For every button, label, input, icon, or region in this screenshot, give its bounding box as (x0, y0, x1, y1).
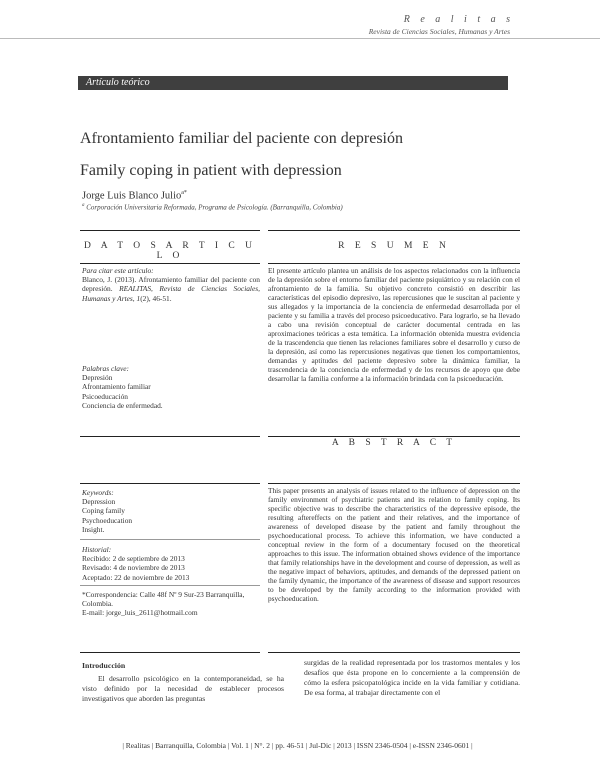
title-english: Family coping in patient with depression (80, 162, 342, 179)
intro-column-2: surgidas de la realidad representada por los trastornos mentales y los desafíos que ésta propone en lo concerniente a la comprensión de cómo la esfera psicopatológica incide en la vida familiar y cotidiana. De esa forma, al trabajar directamente con el (304, 658, 520, 697)
correspondence-email[interactable]: E-mail: jorge_luis_2611@hotmail.com (82, 608, 198, 618)
keywords-top-rule (80, 483, 260, 484)
abstract-text: This paper presents an analysis of issues related to the influence of depression on the family environment of psychiatric patients and its relation to family coping. Its specific objective was to describe the characteristics of the depressive episode, the resulting aftereffects on the patient and their relatives, and the importance of awareness of developed disease by the patient and family throughout the psychoeducational process. To achieve this information, we have conducted a conceptual review in the form of a documentary focused on the theoretical approaches to this issue. The information obtained shows evidence of the importance that family relationships have in the development and course of depression, as well as the negative impact of behaviors, aptitudes, and demands of the depressed patient on the family dynamic, the importance of the awareness of disease and support resources to be developed by the family according to the information provided with psychoeducation. (268, 486, 520, 603)
affiliation-text: Corporación Universitaria Reformada, Programa de Psicología. (Barranquilla, Colombia) (86, 203, 343, 212)
keyword-item: Afrontamiento familiar (82, 382, 151, 392)
intro-heading: Introducción (82, 661, 126, 670)
history-block (82, 545, 260, 582)
datos-bottom-rule (80, 263, 260, 264)
title-spanish: Afrontamiento familiar del paciente con depresión (80, 130, 403, 147)
datos-heading: D A T O S A R T I C U L O (84, 241, 256, 261)
abstract-heading: A B S T R A C T (331, 438, 457, 448)
history-rule (80, 539, 260, 540)
article-type-bar (78, 76, 508, 90)
article-type-label: Artículo teórico (86, 77, 150, 88)
keywords-label: Keywords: (82, 488, 114, 497)
header-rule (0, 38, 600, 39)
resumen-top-rule (268, 230, 520, 231)
keywords-block (82, 488, 260, 534)
citation-text: Blanco, J. (2013). Afrontamiento familiar del paciente con depresión. REALITAS, Revista de Ciencias Sociales, Humanas y Artes, 1(2), 46-51. (82, 275, 260, 303)
resumen-text: El presente artículo plantea un análisis de los aspectos relacionados con la influencia de la depresión sobre el entorno familiar del paciente psiquiátrico y su relación con el afrontamiento de la familia. Su objetivo concreto consistió en describir las características del episodio depresivo, las repercusiones que le suscitan al paciente y sus allegados y la importancia de la conciencia de enfermedad desarrollada por el paciente y su familia a través del proceso psicoeducativo. Para lograrlo, se ha llevado a cabo una revisión conceptual de carácter documental centrada en las aproximaciones teóricas a esta temática. La información obtenida muestra evidencia de la trascendencia que tienen las relaciones familiares sobre el desarrollo y curso de la depresión, así como las repercusiones negativas que tienen los comportamientos, demandas y aptitudes del paciente depresivo sobre la dinámica familiar, la trascendencia de la conciencia de enfermedad y de los recursos de apoyo que debe desarrollar la familia conforme a la información brindada con la psicoeducación. (268, 266, 520, 383)
correspondence-rule (80, 585, 260, 586)
keyword-item: Coping family (82, 506, 125, 516)
palabras-clave-block (82, 364, 260, 410)
history-item: Revisado: 4 de noviembre de 2013 (82, 563, 185, 573)
correspondence-address: *Correspondencia: Calle 48f Nº 9 Sur-23 Barranquilla, Colombia. (82, 590, 245, 609)
keyword-item: Insight. (82, 524, 105, 534)
history-label: Historial: (82, 545, 112, 554)
intro-column-1: El desarrollo psicológico en la contemporaneidad, se ha visto definido por la necesidad de establecer procesos investigativos que aborden las preguntas (82, 674, 284, 703)
resumen-end-rule (268, 436, 520, 437)
history-item: Aceptado: 22 de noviembre de 2013 (82, 572, 190, 582)
correspondence-block (82, 590, 260, 618)
abstract-top-rule (268, 483, 520, 484)
citation-label: Para citar este artículo: (82, 266, 154, 275)
footer-citation: | Realitas | Barranquilla, Colombia | Vol. 1 | N°. 2 | pp. 46-51 | Jul-Dic | 2013 | ISSN 2346-0504 | e-ISSN 2346-0601 | (122, 741, 473, 750)
affiliation-mark: a (82, 203, 85, 208)
author-line (82, 190, 187, 202)
author-mark: a* (181, 190, 187, 196)
keyword-item: Psicoeducación (82, 391, 128, 401)
datos-end-rule (80, 436, 260, 437)
keyword-item: Depression (82, 497, 116, 507)
journal-subtitle: Revista de Ciencias Sociales, Humanas y Artes (368, 27, 510, 36)
affiliation (82, 203, 343, 211)
abstract-end-rule (268, 652, 520, 653)
history-item: Recibido: 2 de septiembre de 2013 (82, 554, 185, 564)
keyword-item: Depresión (82, 373, 113, 383)
resumen-bottom-rule (268, 263, 520, 264)
datos-top-rule (80, 230, 260, 231)
author-name: Jorge Luis Blanco Julio (82, 190, 182, 202)
keywords-end-rule (80, 652, 260, 653)
keyword-item: Conciencia de enfermedad. (82, 400, 163, 410)
journal-name: R e a l i t a s (403, 14, 514, 25)
keyword-item: Psychoeducation (82, 515, 133, 525)
palabras-clave-label: Palabras clave: (82, 364, 129, 373)
citation-block (82, 266, 260, 303)
resumen-heading: R E S U M E N (338, 241, 450, 251)
